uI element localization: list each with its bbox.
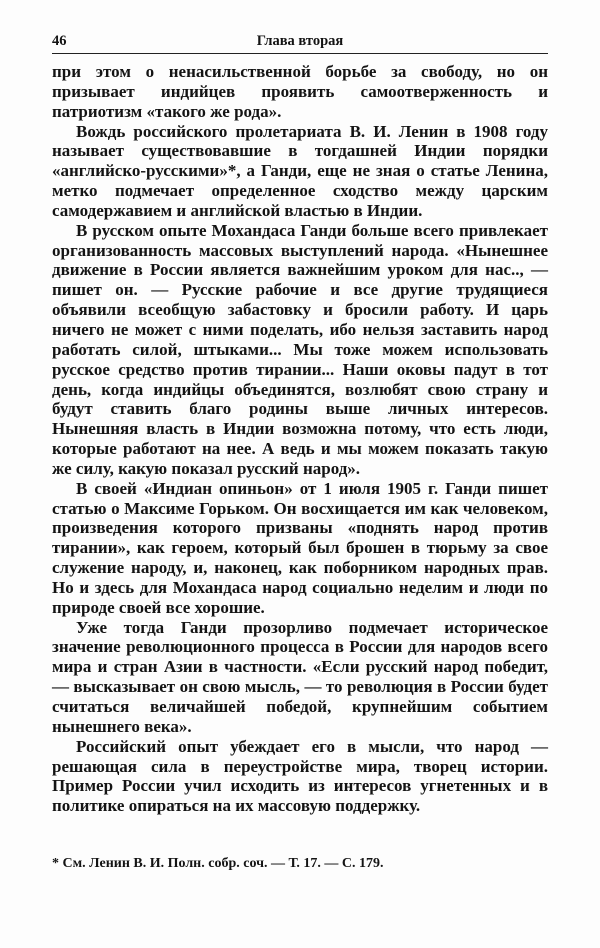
- body-text: [52, 62, 548, 816]
- running-header: [52, 33, 548, 54]
- paragraph: Российский опыт убеждает его в мысли, что народ — решающая сила в переустройстве мира, творец истории. Пример России учил исходить из интересов угнетенных и в политике опираться на их массовую поддержку.: [52, 736, 548, 816]
- chapter-title: Глава вторая: [256, 33, 344, 49]
- paragraph: В русском опыте Мохандаса Ганди больше всего привлекает организованность массовых выступлений народа. «Нынешнее движение в России является важнейшим уроком для нас.., — пишет он. — Русские рабочие и все другие трудящиеся объявили всеобщую забастовку и бросили работу. И царь ничего не может с ними поделать, ибо нельзя заставить народ работать силой, штыками... Мы тоже можем использовать русское средство против тирании... Наши оковы падут в тот день, когда индийцы объединятся, возлюбят свою страну и будут ставить благо родины выше личных интересов. Нынешняя власть в Индии возможна потому, что есть люди, которые работают на нее. А ведь и мы можем показать такую же силу, какую показал русский народ».: [52, 220, 548, 478]
- paragraph: Вождь российского пролетариата В. И. Ленин в 1908 году называет существовавшие в тогдашней Индии порядки «английско-русскими»*, а Ганди, еще не зная о статье Ленина, метко подмечает определенное сходство между царским самодержавием и английской властью в Индии.: [52, 121, 548, 220]
- paragraph: Уже тогда Ганди прозорливо подмечает историческое значение революционного процесса в России для народов всего мира и стран Азии в частности. «Если русский народ победит, — высказывает он свою мысль, — то революция в России будет считаться величайшей победой, крупнейшим событием нынешнего века».: [52, 617, 548, 736]
- page-number: 46: [52, 33, 67, 49]
- paragraph-continued: при этом о ненасильственной борьбе за свободу, но он призывает индийцев проявить самоотверженность и патриотизм «такого же рода».: [52, 62, 548, 121]
- paragraph: В своей «Индиан опиньон» от 1 июля 1905 г. Ганди пишет статью о Максиме Горьком. Он восхищается им как человеком, произведения которого призваны «поднять народ против тирании», как героем, который был брошен в тюрьму за свое служение народу, и, наконец, как поборником народных прав. Но и здесь для Мохандаса народ социально неделим и люди по природе своей все хорошие.: [52, 478, 548, 617]
- footnote: * См. Ленин В. И. Полн. собр. соч. — Т. 17. — С. 179.: [52, 856, 384, 871]
